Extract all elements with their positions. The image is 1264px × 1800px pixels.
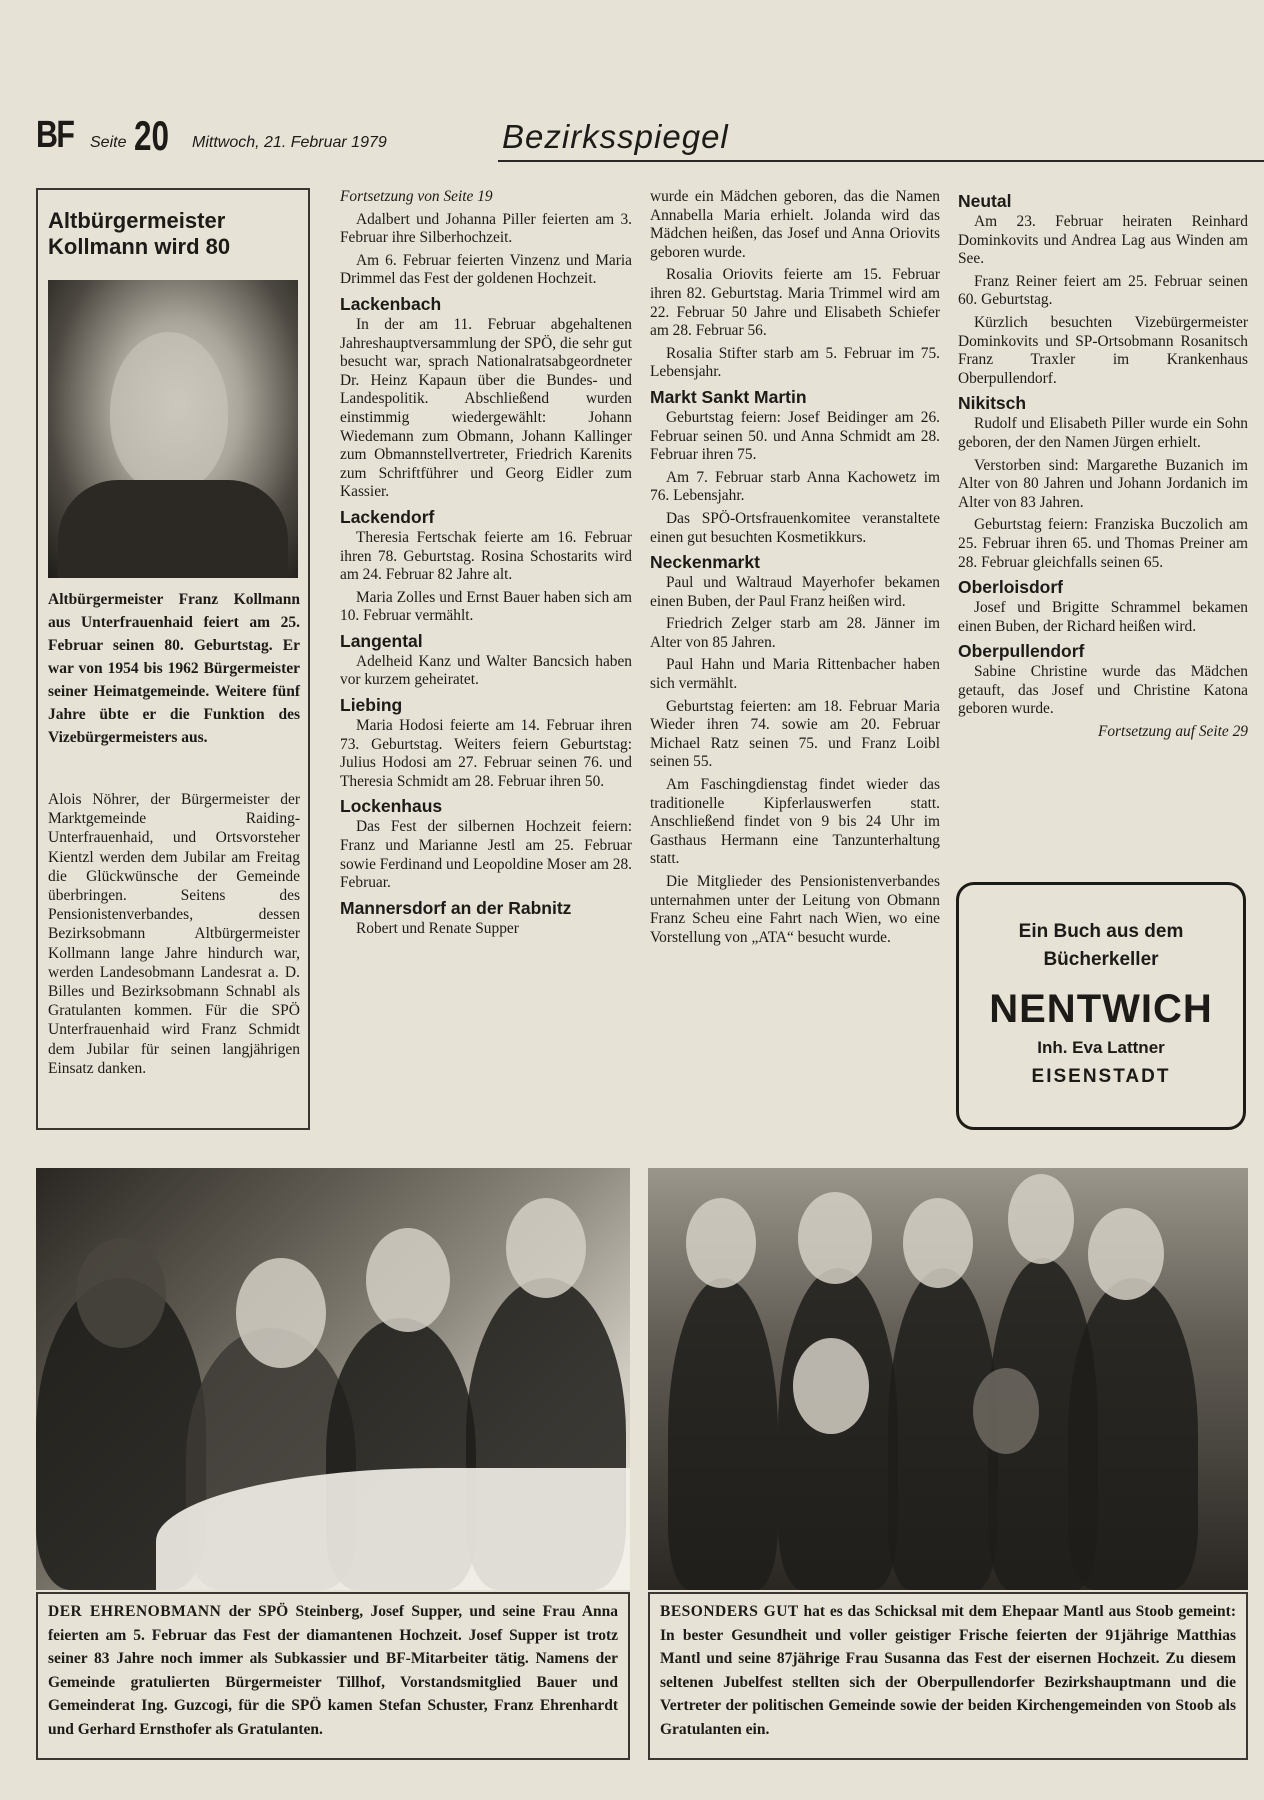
paragraph: Geburtstag feiern: Josef Beidinger am 26. Februar seinen 50. und Anna Schmidt am 28. Februar ihren 75. [650, 408, 940, 464]
ad-line: Ein Buch aus dem [1018, 921, 1184, 942]
portrait-caption: Altbürgermeister Franz Kollmann aus Unterfrauenhaid feiert am 25. Februar seinen 80. Geburtstag. Er war von 1954 bis 1962 Bürgermeister seiner Heimatgemeinde. Weitere fünf Jahre übte er die Funktion des Vizebürgermeisters aus. [48, 591, 300, 746]
photo-caption-right [648, 1592, 1248, 1760]
caption-text: der SPÖ Steinberg, Josef Supper, und seine Frau Anna feierten am 5. Februar das Fest der diamantenen Hochzeit. Josef Supper ist trotz seiner 83 Jahre noch immer als Subkassier und BF-Mitarbeiter tätig. Namens der Gemeinde gratulierten Bürgermeister Tillhof, Vorstandsmitglied Bauer und Gemeinderat Ing. Guzcogi, für die SPÖ kamen Stefan Schuster, Franz Ehrenhardt und Gerhard Ernsthofer als Gratulanten. [48, 1603, 619, 1738]
subheading-oberpullendorf: Oberpullendorf [958, 641, 1085, 662]
photo-head [793, 1338, 869, 1434]
ad-city: EISENSTADT [1031, 1066, 1171, 1087]
photo-head [973, 1368, 1039, 1454]
ad-brand: NENTWICH [989, 987, 1213, 1031]
caption-lead: BESONDERS GUT [660, 1603, 799, 1620]
ad-owner: Inh. Eva Lattner [1037, 1038, 1165, 1057]
paragraph: Geburtstag feierten: am 18. Februar Maria Wieder ihren 74. sowie am 20. Februar Michael Ratz seinen 75. und Franz Loibl seinen 55. [650, 697, 940, 771]
issue-date: Mittwoch, 21. Februar 1979 [192, 134, 387, 151]
subheading-nikitsch: Nikitsch [958, 393, 1027, 414]
feature-body: Alois Nöhrer, der Bürgermeister der Marktgemeinde Raiding-Unterfrauenhaid, und Ortsvorsteher Kientzl werden dem Jubilar am Freitag die Glückwünsche der Gemeinde überbringen. Seitens des Pensionistenverbandes, dessen Bezirksobmann Altbürgermeister Kollmann lange Jahre hindurch war, werden Landesobmann Landesrat a. D. Billes und Bezirksobmann Schnabl als Gratulanten kommen. Für die SPÖ Unterfrauenhaid wird Franz Schmidt dem Jubilar für seinen langjährigen Einsatz danken. [48, 791, 300, 1077]
photo-figure [1068, 1278, 1198, 1590]
paragraph: Rosalia Stifter starb am 5. Februar im 75. Lebensjahr. [650, 344, 940, 381]
paragraph: Friedrich Zelger starb am 28. Jänner im Alter von 85 Jahren. [650, 615, 940, 651]
bookstore-advertisement [956, 882, 1246, 1130]
paragraph: Rosalia Oriovits feierte am 15. Februar ihren 82. Geburtstag. Maria Trimmel wird am 22. Februar 50 Jahre und Elisabeth Schiefer am 28. Februar 56. [650, 266, 940, 340]
paragraph: Maria Hodosi feierte am 14. Februar ihren 73. Geburtstag. Weiters feiern Geburtstag: Julius Hodosi am 27. Februar seinen 76. und Theresia Schmidt am 28. Februar ihren 50. [340, 717, 632, 790]
column-2 [340, 188, 632, 942]
column-3 [650, 188, 940, 951]
paragraph: Franz Reiner feiert am 25. Februar seinen 60. Geburtstag. [958, 272, 1248, 309]
subheading-neckenmarkt: Neckenmarkt [650, 552, 760, 573]
page-label: Seite [90, 134, 127, 151]
portrait-face [110, 332, 228, 492]
paragraph: Geburtstag feiern: Franziska Buczolich am 25. Februar ihren 65. und Thomas Preiner am 28. Februar gleichfalls seinen 65. [958, 516, 1248, 571]
paragraph: Am Faschingdienstag findet wieder das traditionelle Kipferlauswerfen statt. Anschließend findet von 9 bis 24 Uhr im Gasthaus Hermann eine Tanzunterhaltung statt. [650, 776, 940, 868]
masthead-logo: BF [36, 114, 74, 156]
subheading-langental: Langental [340, 630, 423, 651]
paragraph: Paul und Waltraud Mayerhofer bekamen einen Buben, der Paul Franz heißen wird. [650, 574, 940, 610]
column-4 [958, 188, 1248, 746]
paragraph: Das Fest der silbernen Hochzeit feiern: Franz und Marianne Jestl am 25. Februar sowie Ferdinand und Leopoldine Moser am 28. Februar. [340, 818, 632, 892]
paragraph: Das SPÖ-Ortsfrauenkomitee veranstaltete einen gut besuchten Kosmetikkurs. [650, 509, 940, 546]
photo-head [1008, 1174, 1074, 1264]
paragraph: Robert und Renate Supper [356, 919, 519, 937]
photo-diamond-wedding [36, 1168, 630, 1590]
paragraph: Am 7. Februar starb Anna Kachowetz im 76. Lebensjahr. [650, 468, 940, 505]
paragraph: Theresia Fertschak feierte am 16. Februar ihren 78. Geburtstag. Rosina Schostarits wird am 24. Februar 82 Jahre alt. [340, 528, 632, 584]
paragraph: In der am 11. Februar abgehaltenen Jahreshauptversammlung der SPÖ, die sehr gut besucht war, sprach Nationalratsabgeordneter Dr. Heinz Kapaun über die Bundes- und Landespolitik. Abschließend wurden einstimmig wiedergewählt: Johann Wiedemann zum Obmann, Johann Kallinger zum Obmannstellvertreter, Friedrich Karenits zum Schriftführer und Georg Eidler zum Kassier. [340, 315, 632, 501]
subheading-mannersdorf: Mannersdorf an der Rabnitz [340, 897, 572, 918]
subheading-oberloisdorf: Oberloisdorf [958, 577, 1064, 598]
caption-lead: DER EHRENOBMANN [48, 1603, 222, 1620]
paragraph: Verstorben sind: Margarethe Buzanich im Alter von 80 Jahren und Johann Jordanich im Alter von 83 Jahren. [958, 456, 1248, 511]
subheading-liebing: Liebing [340, 695, 403, 716]
photo-head [506, 1198, 586, 1298]
feature-box [36, 188, 310, 1130]
portrait-coat [58, 480, 288, 578]
photo-head [1088, 1208, 1164, 1300]
ad-line: Bücherkeller [1043, 949, 1159, 970]
photo-head [798, 1192, 872, 1284]
photo-iron-wedding [648, 1168, 1248, 1590]
paragraph: Die Mitglieder des Pensionistenverbandes unternahmen unter der Leitung von Obmann Franz Scheu eine Fahrt nach Wien, wo eine Vorstellung von „ATA“ besucht wurde. [650, 873, 940, 946]
subheading-lackendorf: Lackendorf [340, 506, 435, 527]
paragraph: Paul Hahn und Maria Rittenbacher haben sich vermählt. [650, 656, 940, 693]
page-number: 20 [134, 112, 170, 159]
photo-head [76, 1238, 166, 1348]
paragraph: wurde ein Mädchen geboren, das die Namen Annabella Maria erhielt. Jolanda wird das Mädchen heißen, das Josef und Anna Oriovits geboren wurde. [650, 188, 940, 261]
paragraph: Maria Zolles und Ernst Bauer haben sich am 10. Februar vermählt. [340, 588, 632, 625]
feature-headline: Altbürgermeister Kollmann wird 80 [48, 208, 231, 259]
paragraph: Kürzlich besuchten Vizebürgermeister Dominkovits und SP-Ortsobmann Rosanitsch Franz Traxler im Krankenhaus Oberpullendorf. [958, 313, 1248, 387]
photo-caption-left [36, 1592, 630, 1760]
paragraph: Adalbert und Johanna Piller feierten am 3. Februar ihre Silberhochzeit. [340, 210, 632, 247]
section-title: Bezirksspiegel [502, 118, 729, 155]
paragraph: Am 6. Februar feierten Vinzenz und Maria Drimmel das Fest der goldenen Hochzeit. [340, 251, 632, 288]
header-rule [498, 160, 1264, 162]
subheading-lockenhaus: Lockenhaus [340, 796, 443, 817]
photo-figure [668, 1278, 778, 1590]
page-header [36, 112, 1248, 162]
photo-head [903, 1198, 973, 1288]
photo-head [366, 1228, 450, 1332]
paragraph: Am 23. Februar heiraten Reinhard Dominkovits und Andrea Lag aus Winden am See. [958, 213, 1248, 268]
subheading-neutal: Neutal [958, 191, 1012, 211]
subheading-markt-sankt-martin: Markt Sankt Martin [650, 386, 807, 407]
continued-from: Fortsetzung von Seite 19 [340, 188, 493, 205]
subheading-lackenbach: Lackenbach [340, 293, 442, 314]
paragraph: Josef und Brigitte Schrammel bekamen einen Buben, der Richard heißen wird. [958, 599, 1248, 635]
paragraph: Adelheid Kanz und Walter Bancsich haben vor kurzem geheiratet. [340, 652, 632, 689]
portrait-photo [48, 280, 298, 578]
photo-head [686, 1198, 756, 1288]
photo-head [236, 1258, 326, 1368]
paragraph: Sabine Christine wurde das Mädchen getauft, das Josef und Christine Katona geboren wurde. [958, 663, 1248, 718]
continued-on: Fortsetzung auf Seite 29 [1097, 723, 1248, 741]
paragraph: Rudolf und Elisabeth Piller wurde ein Sohn geboren, der den Namen Jürgen erhielt. [958, 415, 1248, 451]
caption-text: hat es das Schicksal mit dem Ehepaar Mantl aus Stoob gemeint: In bester Gesundheit und voller geistiger Frische feierten der 91jährige Matthias Mantl und seine 87jährige Frau Susanna das Fest der eisernen Hochzeit. Zu diesem seltenen Jubelfest stellten sich der Oberpullendorfer Bezirkshauptmann und die Vertreter der politischen Gemeinde sowie der beiden Kirchengemeinden von Stoob als Gratulanten ein. [660, 1603, 1237, 1738]
